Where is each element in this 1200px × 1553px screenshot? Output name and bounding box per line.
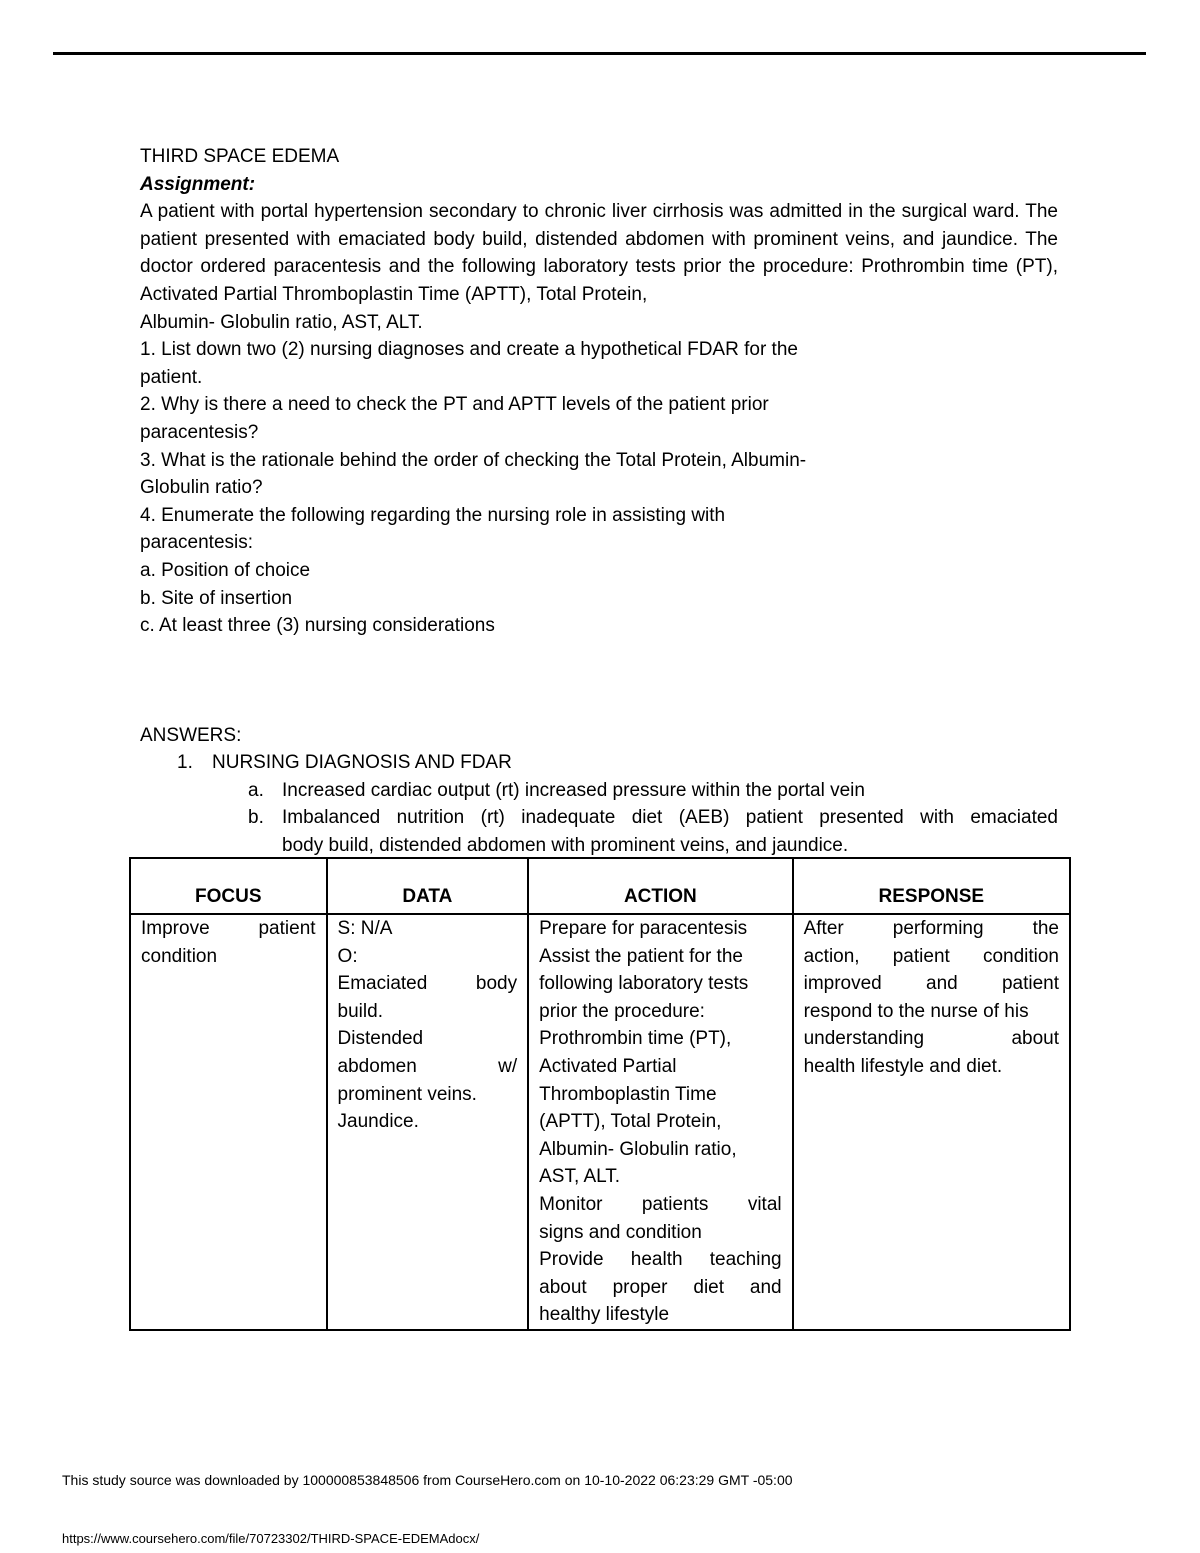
assignment-label: Assignment: [140, 173, 256, 195]
answer-number: 1. [177, 752, 193, 774]
question-line: b. Site of insertion [140, 587, 293, 609]
response-cell [793, 914, 1070, 1330]
page-title: THIRD SPACE EDEMA [140, 146, 340, 167]
data-line: Emaciated body [337, 973, 518, 995]
answers-label: ANSWERS: [140, 724, 242, 746]
focus-line: condition [141, 945, 218, 967]
data-line: build. [337, 1000, 383, 1022]
question-line: 4. Enumerate the following regarding the nursing role in assisting with [140, 504, 726, 526]
diagnosis-a [140, 777, 1058, 805]
question-line: Globulin ratio? [140, 477, 263, 499]
action-line: Assist the patient for the [539, 945, 743, 967]
data-line: S: N/A [337, 918, 393, 939]
action-line: healthy lifestyle [539, 1304, 670, 1326]
table-row [130, 914, 1070, 1330]
question-line: 2. Why is there a need to check the PT and APTT levels of the patient prior [140, 394, 769, 416]
action-line: Thromboplastin Time [539, 1083, 717, 1105]
case-paragraph: A patient with portal hypertension secondary to chronic liver cirrhosis was admitted in the surgical ward. The patient presented with emaciated body build, distended abdomen with prominent veins, and jaundice. The doctor ordered paracentesis and the following laboratory tests prior the procedure: Prothrombin time (PT), Activated Partial Thromboplastin Time (APTT), Total Protein, [140, 201, 1058, 305]
response-line: respond to the nurse of his [803, 1000, 1029, 1022]
question-line: 1. List down two (2) nursing diagnoses and create a hypothetical FDAR for the [140, 339, 798, 361]
data-cell [327, 914, 529, 1330]
case-paragraph-last: Albumin- Globulin ratio, AST, ALT. [140, 311, 423, 333]
question-line: paracentesis: [140, 532, 254, 554]
fdar-table [129, 857, 1071, 1331]
question-line: a. Position of choice [140, 559, 311, 581]
header-focus: FOCUS [130, 858, 327, 914]
response-line: improved and patient [803, 973, 1059, 995]
data-line: Jaundice. [337, 1111, 419, 1133]
diagnosis-letter: a. [248, 779, 264, 801]
question-line: patient. [140, 366, 203, 388]
action-line: Activated Partial [539, 1055, 677, 1077]
data-line: O: [337, 945, 358, 967]
question-line: paracentesis? [140, 421, 259, 443]
action-line: about proper diet and [539, 1276, 782, 1298]
action-cell [528, 914, 792, 1330]
header-action: ACTION [528, 858, 792, 914]
diagnosis-letter: b. [248, 807, 264, 829]
answer-title: NURSING DIAGNOSIS AND FDAR [212, 752, 512, 774]
action-line: Prepare for paracentesis [539, 918, 748, 939]
response-line: After performing the [803, 918, 1059, 939]
document-body [140, 143, 1058, 860]
header-response: RESPONSE [793, 858, 1070, 914]
action-line: signs and condition [539, 1221, 702, 1243]
source-url[interactable]: https://www.coursehero.com/file/70723302/THIRD-SPACE-EDEMAdocx/ [62, 1531, 480, 1546]
focus-line: Improve patient [141, 918, 316, 939]
question-list [140, 336, 1058, 640]
question-line: 3. What is the rationale behind the order of checking the Total Protein, Albumin- [140, 449, 807, 471]
answer-item-1 [140, 749, 1058, 777]
action-line: following laboratory tests [539, 973, 749, 995]
response-line: health lifestyle and diet. [803, 1055, 1003, 1077]
diagnosis-text-line1: Imbalanced nutrition (rt) inadequate diet (AEB) patient presented with emaciated [282, 807, 1058, 829]
download-note: This study source was downloaded by 100000853848506 from CourseHero.com on 10-10-2022 06:23:29 GMT -05:00 [62, 1472, 793, 1488]
data-line: prominent veins. [337, 1083, 477, 1105]
diagnosis-text: Increased cardiac output (rt) increased pressure within the portal vein [282, 779, 865, 801]
data-line: abdomen w/ [337, 1055, 518, 1077]
action-line: Monitor patients vital [539, 1193, 782, 1215]
header-data: DATA [327, 858, 529, 914]
focus-cell [130, 914, 327, 1330]
action-line: Albumin- Globulin ratio, [539, 1138, 737, 1160]
table-header-row [130, 858, 1070, 914]
action-line: prior the procedure: [539, 1000, 705, 1022]
action-line: Prothrombin time (PT), [539, 1028, 732, 1050]
diagnosis-b [140, 804, 1058, 859]
response-line: action, patient condition [803, 945, 1059, 967]
response-line: understanding about [803, 1028, 1059, 1050]
action-line: (APTT), Total Protein, [539, 1111, 722, 1133]
action-line: AST, ALT. [539, 1166, 621, 1188]
action-line: Provide health teaching [539, 1249, 782, 1271]
top-rule [53, 52, 1146, 55]
data-line: Distended [337, 1028, 424, 1050]
diagnosis-text-line2: body build, distended abdomen with prominent veins, and jaundice. [282, 835, 849, 857]
question-line: c. At least three (3) nursing considerations [140, 615, 495, 637]
